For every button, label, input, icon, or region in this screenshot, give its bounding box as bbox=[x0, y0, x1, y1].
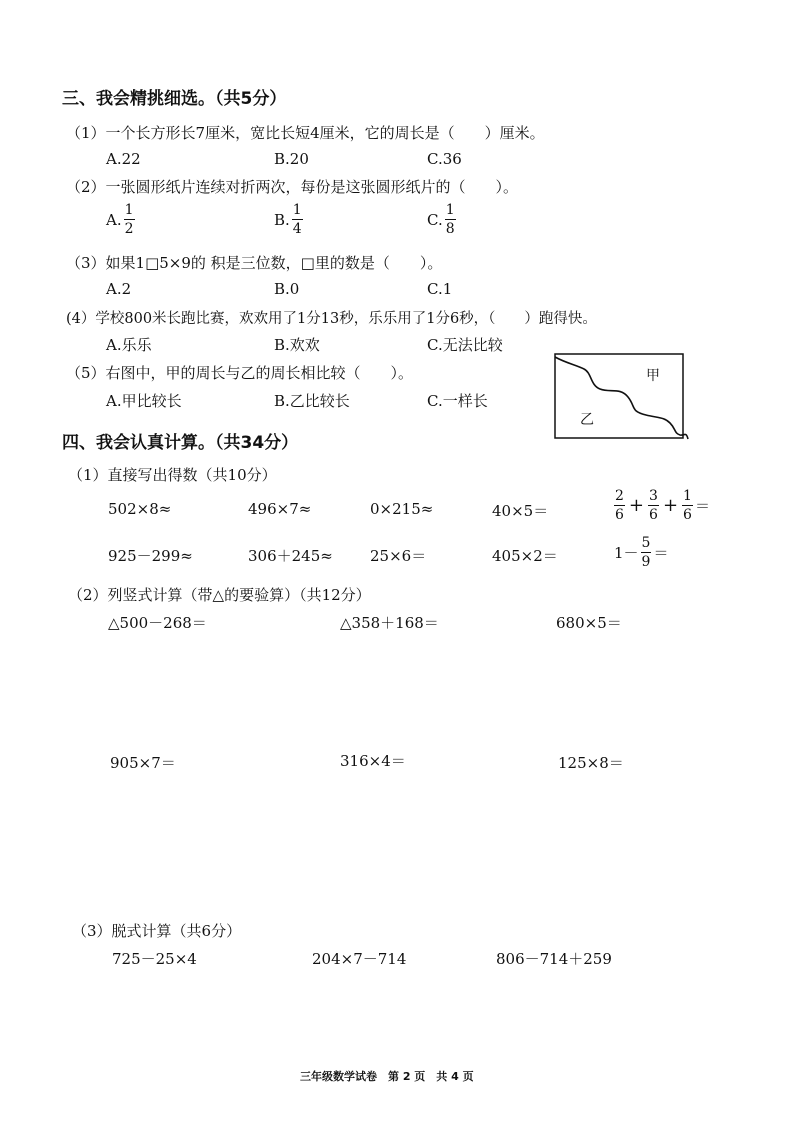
oral-calc-item: 925－299≈ bbox=[108, 547, 193, 565]
fraction-expression-2 bbox=[614, 536, 668, 569]
equals-sign: ＝ bbox=[694, 497, 710, 515]
oral-calc-item: 25×6＝ bbox=[370, 547, 427, 565]
perimeter-figure bbox=[554, 353, 690, 441]
q2-option-b-prefix: B. bbox=[274, 210, 290, 229]
vertical-calc-item: 316×4＝ bbox=[340, 752, 406, 770]
oral-calc-item: 0×215≈ bbox=[370, 500, 434, 518]
fraction-numerator: 1 bbox=[124, 202, 134, 218]
part-1-title: （1）直接写出得数（共10分） bbox=[68, 466, 277, 484]
fraction-denominator: 6 bbox=[683, 507, 692, 523]
q2-option-a-prefix: A. bbox=[106, 210, 122, 229]
q2-option-a-fraction bbox=[124, 203, 135, 236]
perimeter-figure-drawing bbox=[554, 353, 690, 441]
fraction-numerator: 1 bbox=[292, 202, 302, 218]
fraction-numerator: 3 bbox=[649, 488, 658, 504]
fraction-numerator: 1 bbox=[445, 202, 455, 218]
fraction-denominator: 2 bbox=[124, 221, 134, 237]
question-1-stem: （1）一个长方形长7厘米，宽比长短4厘米，它的周长是（ ）厘米。 bbox=[66, 124, 545, 142]
q1-option-b: B.20 bbox=[274, 150, 309, 168]
vertical-calc-item: 680×5＝ bbox=[556, 614, 622, 632]
q2-option-b-fraction bbox=[292, 203, 303, 236]
q5-option-a: A.甲比较长 bbox=[106, 392, 182, 410]
q2-option-a bbox=[106, 203, 137, 236]
oral-calc-item: 496×7≈ bbox=[248, 500, 312, 518]
oral-calc-item: 306＋245≈ bbox=[248, 547, 333, 565]
fraction-numerator: 5 bbox=[641, 535, 651, 551]
q2-option-b bbox=[274, 203, 305, 236]
q3-option-a: A.2 bbox=[106, 280, 132, 298]
oral-calc-item: 502×8≈ bbox=[108, 500, 172, 518]
q4-option-c: C.无法比较 bbox=[427, 336, 503, 354]
fraction-denominator: 8 bbox=[445, 221, 455, 237]
fraction-denominator: 6 bbox=[649, 507, 658, 523]
oral-calc-item: 40×5＝ bbox=[492, 502, 549, 520]
figure-label-jia: 甲 bbox=[646, 368, 660, 384]
vertical-calc-item: △500－268＝ bbox=[108, 614, 207, 632]
plus-sign: + bbox=[628, 495, 645, 516]
fraction-numerator: 1 bbox=[683, 488, 692, 504]
q4-option-b: B.欢欢 bbox=[274, 336, 320, 354]
vertical-calc-item: 905×7＝ bbox=[110, 754, 176, 772]
fraction-denominator: 4 bbox=[292, 221, 302, 237]
question-3-stem: （3）如果1□5×9的 积是三位数，□里的数是（ ）。 bbox=[66, 254, 443, 272]
q3-option-c: C.1 bbox=[427, 280, 453, 298]
q4-option-a: A.乐乐 bbox=[106, 336, 152, 354]
stepwise-calc-item: 725－25×4 bbox=[112, 950, 197, 968]
equals-sign: ＝ bbox=[653, 544, 669, 562]
q5-option-c: C.一样长 bbox=[427, 392, 488, 410]
part-3-title: （3）脱式计算（共6分） bbox=[72, 922, 242, 940]
q1-option-a: A.22 bbox=[106, 150, 141, 168]
vertical-calc-item: 125×8＝ bbox=[558, 754, 624, 772]
section-4-title: 四、我会认真计算。（共34分） bbox=[62, 433, 299, 453]
question-5-stem: （5）右图中，甲的周长与乙的周长相比较（ ）。 bbox=[66, 364, 414, 382]
fraction-expression-1 bbox=[612, 489, 710, 522]
plus-sign: + bbox=[662, 495, 679, 516]
question-2-stem: （2）一张圆形纸片连续对折两次，每份是这张圆形纸片的（ ）。 bbox=[66, 178, 519, 196]
fraction-numerator: 2 bbox=[615, 488, 624, 504]
stepwise-calc-item: 806－714＋259 bbox=[496, 950, 612, 968]
q3-option-b: B.0 bbox=[274, 280, 300, 298]
q2-option-c bbox=[427, 203, 458, 236]
expression-lead: 1－ bbox=[614, 544, 639, 562]
q2-option-c-fraction bbox=[445, 203, 456, 236]
q2-option-c-prefix: C. bbox=[427, 210, 443, 229]
oral-calc-item: 405×2＝ bbox=[492, 547, 558, 565]
q1-option-c: C.36 bbox=[427, 150, 462, 168]
fraction bbox=[641, 536, 652, 569]
section-3-title: 三、我会精挑细选。（共5分） bbox=[62, 89, 287, 109]
page-footer: 三年级数学试卷 第 2 页 共 4 页 bbox=[300, 1070, 474, 1083]
figure-label-yi: 乙 bbox=[580, 412, 594, 428]
question-4-stem: (4）学校800米长跑比赛，欢欢用了1分13秒，乐乐用了1分6秒，（ ）跑得快。 bbox=[66, 311, 597, 327]
vertical-calc-item: △358＋168＝ bbox=[340, 614, 439, 632]
fraction-denominator: 6 bbox=[615, 507, 624, 523]
q5-option-b: B.乙比较长 bbox=[274, 392, 350, 410]
fraction-denominator: 9 bbox=[641, 554, 651, 570]
fraction bbox=[614, 489, 625, 522]
stepwise-calc-item: 204×7－714 bbox=[312, 950, 407, 968]
part-2-title: （2）列竖式计算（带△的要验算）（共12分） bbox=[68, 586, 371, 604]
fraction bbox=[648, 489, 659, 522]
fraction bbox=[682, 489, 693, 522]
